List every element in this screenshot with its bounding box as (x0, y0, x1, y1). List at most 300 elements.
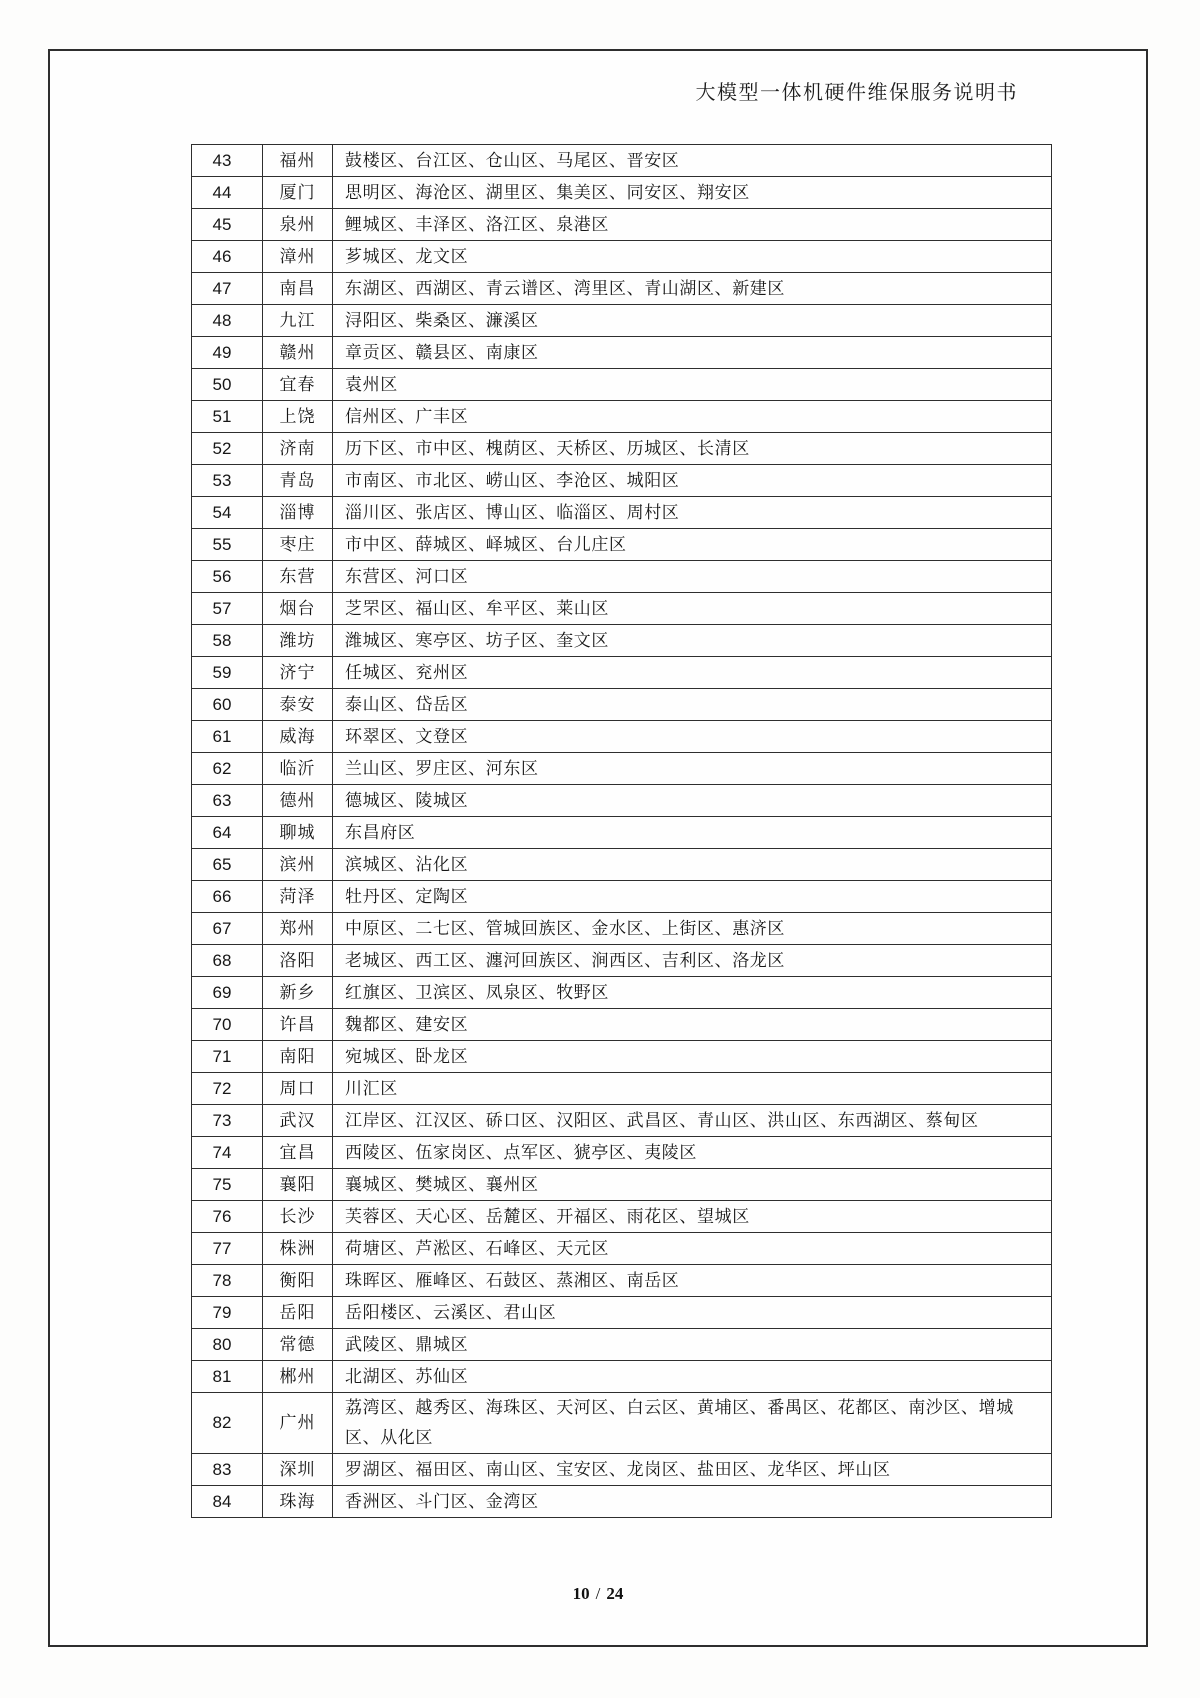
districts-cell-text: 信州区、广丰区 (345, 406, 469, 426)
city-cell (263, 401, 333, 432)
table-row (192, 721, 1051, 753)
city-cell (263, 369, 333, 400)
footer-total-pages: 24 (606, 1584, 624, 1603)
row-number-cell-text: 65 (212, 854, 232, 874)
row-number-cell (192, 1329, 263, 1360)
city-cell (263, 657, 333, 688)
row-number-cell (192, 1041, 263, 1072)
table-row (192, 753, 1051, 785)
city-cell-text: 广州 (279, 1413, 316, 1432)
row-number-cell (192, 625, 263, 656)
districts-cell (333, 369, 1051, 400)
city-cell (263, 433, 333, 464)
row-number-cell (192, 881, 263, 912)
districts-cell (333, 689, 1051, 720)
city-cell-text: 聊城 (279, 822, 316, 842)
districts-cell-text: 德城区、陵城区 (345, 790, 469, 810)
row-number-cell-text: 75 (212, 1174, 232, 1194)
city-cell (263, 721, 333, 752)
districts-cell (333, 465, 1051, 496)
city-cell-text: 上饶 (279, 406, 316, 426)
city-cell (263, 529, 333, 560)
row-number-cell (192, 209, 263, 240)
districts-cell-text: 淄川区、张店区、博山区、临淄区、周村区 (345, 502, 680, 522)
city-cell-text: 青岛 (279, 470, 316, 490)
city-cell-text: 临沂 (279, 758, 316, 778)
city-cell-text: 武汉 (279, 1110, 316, 1130)
city-cell-text: 深圳 (279, 1459, 316, 1479)
districts-cell-text: 香洲区、斗门区、金湾区 (345, 1491, 539, 1511)
city-cell (263, 177, 333, 208)
row-number-cell-text: 73 (212, 1110, 232, 1130)
city-cell (263, 753, 333, 784)
row-number-cell (192, 369, 263, 400)
districts-cell-text: 任城区、兖州区 (345, 662, 469, 682)
districts-cell (333, 881, 1051, 912)
table-row (192, 625, 1051, 657)
city-cell (263, 1486, 333, 1517)
table-row (192, 785, 1051, 817)
districts-cell (333, 1486, 1051, 1517)
row-number-cell (192, 497, 263, 528)
row-number-cell-text: 70 (212, 1014, 232, 1034)
city-cell-text: 岳阳 (279, 1302, 316, 1322)
districts-cell (333, 1105, 1051, 1136)
districts-cell-text: 市中区、薛城区、峄城区、台儿庄区 (345, 534, 627, 554)
row-number-cell-text: 66 (212, 886, 232, 906)
city-cell (263, 689, 333, 720)
row-number-cell (192, 1393, 263, 1453)
table-row (192, 273, 1051, 305)
table-row (192, 1393, 1051, 1454)
districts-cell-text: 红旗区、卫滨区、凤泉区、牧野区 (345, 982, 609, 1002)
districts-cell (333, 1361, 1051, 1392)
row-number-cell-text: 57 (212, 598, 232, 618)
row-number-cell-text: 55 (212, 534, 232, 554)
city-cell-text: 珠海 (279, 1491, 316, 1511)
districts-cell (333, 753, 1051, 784)
city-cell-text: 滨州 (279, 854, 316, 874)
districts-cell-text: 芝罘区、福山区、牟平区、莱山区 (345, 598, 609, 618)
districts-cell (333, 241, 1051, 272)
city-cell (263, 1009, 333, 1040)
districts-cell (333, 977, 1051, 1008)
table-row (192, 1233, 1051, 1265)
city-cell (263, 817, 333, 848)
row-number-cell-text: 48 (212, 310, 232, 330)
row-number-cell-text: 71 (212, 1046, 232, 1066)
districts-cell (333, 1454, 1051, 1485)
city-cell-text: 洛阳 (279, 950, 316, 970)
city-cell (263, 1361, 333, 1392)
city-cell (263, 561, 333, 592)
city-cell (263, 1297, 333, 1328)
districts-cell-text: 牡丹区、定陶区 (345, 886, 469, 906)
table-row (192, 1105, 1051, 1137)
row-number-cell (192, 1009, 263, 1040)
city-cell (263, 273, 333, 304)
districts-cell-text: 兰山区、罗庄区、河东区 (345, 758, 539, 778)
row-number-cell (192, 913, 263, 944)
row-number-cell-text: 49 (212, 342, 232, 362)
table-row (192, 1201, 1051, 1233)
city-cell-text: 株洲 (279, 1238, 316, 1258)
table-row (192, 497, 1051, 529)
row-number-cell (192, 817, 263, 848)
row-number-cell (192, 561, 263, 592)
city-cell-text: 淄博 (279, 502, 316, 522)
row-number-cell (192, 753, 263, 784)
districts-cell (333, 945, 1051, 976)
row-number-cell-text: 80 (212, 1334, 232, 1354)
city-cell-text: 宜昌 (279, 1142, 316, 1162)
city-cell-text: 赣州 (279, 342, 316, 362)
districts-cell (333, 337, 1051, 368)
districts-cell (333, 1137, 1051, 1168)
table-row (192, 1265, 1051, 1297)
city-cell-text: 枣庄 (279, 534, 316, 554)
row-number-cell-text: 53 (212, 470, 232, 490)
districts-cell-text: 川汇区 (345, 1078, 398, 1098)
city-cell-text: 新乡 (279, 982, 316, 1002)
city-cell-text: 德州 (279, 790, 316, 810)
districts-cell (333, 401, 1051, 432)
row-number-cell (192, 977, 263, 1008)
city-cell (263, 881, 333, 912)
table-row (192, 241, 1051, 273)
city-cell (263, 593, 333, 624)
districts-cell-text: 滨城区、沾化区 (345, 854, 469, 874)
row-number-cell-text: 51 (212, 406, 232, 426)
city-cell-text: 许昌 (279, 1014, 316, 1034)
districts-cell-text: 岳阳楼区、云溪区、君山区 (345, 1302, 557, 1322)
row-number-cell (192, 1454, 263, 1485)
city-cell-text: 菏泽 (279, 886, 316, 906)
districts-cell-text: 市南区、市北区、崂山区、李沧区、城阳区 (345, 470, 680, 490)
table-row (192, 177, 1051, 209)
city-cell-text: 常德 (279, 1334, 316, 1354)
row-number-cell (192, 945, 263, 976)
districts-cell (333, 1201, 1051, 1232)
districts-cell-text: 环翠区、文登区 (345, 726, 469, 746)
districts-cell-text: 章贡区、赣县区、南康区 (345, 342, 539, 362)
row-number-cell (192, 529, 263, 560)
row-number-cell-text: 83 (212, 1459, 232, 1479)
table-row (192, 145, 1051, 177)
districts-cell (333, 913, 1051, 944)
row-number-cell-text: 45 (212, 214, 232, 234)
city-cell (263, 785, 333, 816)
row-number-cell (192, 145, 263, 176)
table-row (192, 977, 1051, 1009)
city-cell-text: 襄阳 (279, 1174, 316, 1194)
document-header-title: 大模型一体机硬件维保服务说明书 (695, 82, 1018, 104)
table-row (192, 529, 1051, 561)
city-cell (263, 849, 333, 880)
city-cell (263, 497, 333, 528)
districts-cell (333, 1265, 1051, 1296)
city-cell-text: 周口 (279, 1078, 316, 1098)
table-row (192, 945, 1051, 977)
city-cell-text: 南昌 (279, 278, 316, 298)
city-cell-text: 长沙 (279, 1206, 316, 1226)
row-number-cell (192, 1233, 263, 1264)
table-row (192, 657, 1051, 689)
footer-current-page: 10 (572, 1584, 590, 1603)
districts-cell (333, 1009, 1051, 1040)
city-cell-text: 漳州 (279, 246, 316, 266)
row-number-cell (192, 689, 263, 720)
row-number-cell-text: 69 (212, 982, 232, 1002)
row-number-cell (192, 465, 263, 496)
row-number-cell (192, 305, 263, 336)
districts-cell-text: 鲤城区、丰泽区、洛江区、泉港区 (345, 214, 609, 234)
districts-cell-text: 袁州区 (345, 374, 398, 394)
districts-cell (333, 305, 1051, 336)
row-number-cell-text: 47 (212, 278, 232, 298)
districts-cell-text: 魏都区、建安区 (345, 1014, 469, 1034)
table-row (192, 369, 1051, 401)
table-row (192, 561, 1051, 593)
row-number-cell-text: 54 (212, 502, 232, 522)
row-number-cell (192, 401, 263, 432)
row-number-cell-text: 58 (212, 630, 232, 650)
city-cell-text: 郴州 (279, 1366, 316, 1386)
city-cell-text: 厦门 (279, 182, 316, 202)
city-cell-text: 东营 (279, 566, 316, 586)
districts-cell-text: 襄城区、樊城区、襄州区 (345, 1174, 539, 1194)
city-cell (263, 1201, 333, 1232)
districts-cell-text: 珠晖区、雁峰区、石鼓区、蒸湘区、南岳区 (345, 1270, 680, 1290)
districts-cell (333, 1169, 1051, 1200)
row-number-cell-text: 67 (212, 918, 232, 938)
districts-cell-text: 思明区、海沧区、湖里区、集美区、同安区、翔安区 (345, 182, 750, 202)
table-row (192, 1297, 1051, 1329)
city-cell-text: 潍坊 (279, 630, 316, 650)
city-cell-text: 济南 (279, 438, 316, 458)
footer-page-separator: / (595, 1584, 601, 1603)
table-row (192, 881, 1051, 913)
districts-cell (333, 209, 1051, 240)
row-number-cell-text: 72 (212, 1078, 232, 1098)
districts-cell-text: 浔阳区、柴桑区、濂溪区 (345, 310, 539, 330)
city-cell (263, 1329, 333, 1360)
table-row (192, 305, 1051, 337)
row-number-cell-text: 50 (212, 374, 232, 394)
city-cell (263, 145, 333, 176)
districts-cell (333, 145, 1051, 176)
row-number-cell-text: 82 (212, 1413, 232, 1432)
districts-cell (333, 817, 1051, 848)
row-number-cell (192, 337, 263, 368)
table-row (192, 1329, 1051, 1361)
page-footer (48, 1584, 1148, 1604)
row-number-cell-text: 84 (212, 1491, 232, 1511)
row-number-cell-text: 81 (212, 1366, 232, 1386)
districts-cell (333, 593, 1051, 624)
row-number-cell (192, 1105, 263, 1136)
row-number-cell (192, 1201, 263, 1232)
city-cell-text: 宜春 (279, 374, 316, 394)
row-number-cell (192, 1265, 263, 1296)
districts-cell-text: 泰山区、岱岳区 (345, 694, 469, 714)
row-number-cell (192, 1297, 263, 1328)
city-cell (263, 913, 333, 944)
row-number-cell-text: 76 (212, 1206, 232, 1226)
city-cell-text: 衡阳 (279, 1270, 316, 1290)
districts-cell (333, 785, 1051, 816)
city-districts-table (191, 144, 1052, 1518)
districts-cell (333, 625, 1051, 656)
city-cell (263, 209, 333, 240)
city-cell (263, 1041, 333, 1072)
city-cell (263, 1105, 333, 1136)
row-number-cell (192, 593, 263, 624)
city-cell-text: 南阳 (279, 1046, 316, 1066)
table-row (192, 1041, 1051, 1073)
city-cell (263, 1073, 333, 1104)
row-number-cell-text: 46 (212, 246, 232, 266)
city-cell (263, 1393, 333, 1453)
city-cell (263, 1169, 333, 1200)
districts-cell-text: 东营区、河口区 (345, 566, 469, 586)
districts-cell-text: 老城区、西工区、瀍河回族区、涧西区、吉利区、洛龙区 (345, 950, 785, 970)
table-row (192, 1454, 1051, 1486)
districts-cell-text: 潍城区、寒亭区、坊子区、奎文区 (345, 630, 609, 650)
districts-cell (333, 721, 1051, 752)
table-row (192, 689, 1051, 721)
row-number-cell (192, 785, 263, 816)
table-row (192, 1361, 1051, 1393)
city-cell (263, 1265, 333, 1296)
districts-cell (333, 1297, 1051, 1328)
districts-cell-text: 西陵区、伍家岗区、点军区、猇亭区、夷陵区 (345, 1142, 697, 1162)
row-number-cell (192, 241, 263, 272)
districts-cell-text: 罗湖区、福田区、南山区、宝安区、龙岗区、盐田区、龙华区、坪山区 (345, 1459, 891, 1479)
districts-cell-text: 武陵区、鼎城区 (345, 1334, 469, 1354)
table-row (192, 913, 1051, 945)
city-cell (263, 625, 333, 656)
districts-cell-text: 江岸区、江汉区、硚口区、汉阳区、武昌区、青山区、洪山区、东西湖区、蔡甸区 (345, 1110, 979, 1130)
city-cell-text: 济宁 (279, 662, 316, 682)
row-number-cell-text: 52 (212, 438, 232, 458)
row-number-cell-text: 44 (212, 182, 232, 202)
row-number-cell (192, 433, 263, 464)
table-row (192, 209, 1051, 241)
city-cell-text: 威海 (279, 726, 316, 746)
row-number-cell-text: 79 (212, 1302, 232, 1322)
districts-cell (333, 273, 1051, 304)
table-row (192, 1137, 1051, 1169)
row-number-cell-text: 74 (212, 1142, 232, 1162)
districts-cell (333, 1393, 1051, 1453)
city-cell-text: 九江 (279, 310, 316, 330)
districts-cell-text: 芗城区、龙文区 (345, 246, 469, 266)
city-cell (263, 1137, 333, 1168)
table-row (192, 849, 1051, 881)
table-row (192, 817, 1051, 849)
city-cell-text: 烟台 (279, 598, 316, 618)
row-number-cell (192, 721, 263, 752)
districts-cell-text: 鼓楼区、台江区、仓山区、马尾区、晋安区 (345, 150, 680, 170)
row-number-cell (192, 849, 263, 880)
row-number-cell-text: 62 (212, 758, 232, 778)
row-number-cell (192, 1073, 263, 1104)
row-number-cell (192, 273, 263, 304)
districts-cell (333, 177, 1051, 208)
row-number-cell-text: 61 (212, 726, 232, 746)
city-cell-text: 泉州 (279, 214, 316, 234)
row-number-cell (192, 657, 263, 688)
city-cell (263, 1454, 333, 1485)
city-cell (263, 241, 333, 272)
districts-cell-text: 芙蓉区、天心区、岳麓区、开福区、雨花区、望城区 (345, 1206, 750, 1226)
districts-cell (333, 1073, 1051, 1104)
districts-cell-text: 荔湾区、越秀区、海珠区、天河区、白云区、黄埔区、番禺区、花都区、南沙区、增城区、从化区 (345, 1398, 1014, 1447)
districts-cell (333, 1233, 1051, 1264)
districts-cell (333, 657, 1051, 688)
districts-cell (333, 529, 1051, 560)
row-number-cell (192, 1137, 263, 1168)
table-row (192, 401, 1051, 433)
districts-cell-text: 北湖区、苏仙区 (345, 1366, 469, 1386)
row-number-cell-text: 77 (212, 1238, 232, 1258)
city-cell (263, 465, 333, 496)
districts-cell-text: 东湖区、西湖区、青云谱区、湾里区、青山湖区、新建区 (345, 278, 785, 298)
row-number-cell-text: 78 (212, 1270, 232, 1290)
districts-cell-text: 东昌府区 (345, 822, 416, 842)
city-cell (263, 305, 333, 336)
city-cell-text: 郑州 (279, 918, 316, 938)
districts-cell (333, 1329, 1051, 1360)
table-row (192, 337, 1051, 369)
districts-cell-text: 荷塘区、芦淞区、石峰区、天元区 (345, 1238, 609, 1258)
table-row (192, 465, 1051, 497)
districts-cell (333, 1041, 1051, 1072)
city-cell-text: 泰安 (279, 694, 316, 714)
districts-cell-text: 中原区、二七区、管城回族区、金水区、上街区、惠济区 (345, 918, 785, 938)
row-number-cell (192, 1486, 263, 1517)
table-row (192, 433, 1051, 465)
row-number-cell (192, 177, 263, 208)
districts-cell-text: 宛城区、卧龙区 (345, 1046, 469, 1066)
city-cell (263, 945, 333, 976)
districts-cell (333, 849, 1051, 880)
row-number-cell-text: 59 (212, 662, 232, 682)
table-row (192, 593, 1051, 625)
row-number-cell (192, 1169, 263, 1200)
row-number-cell-text: 68 (212, 950, 232, 970)
city-cell (263, 977, 333, 1008)
row-number-cell-text: 43 (212, 150, 232, 170)
row-number-cell (192, 1361, 263, 1392)
districts-cell (333, 497, 1051, 528)
row-number-cell-text: 63 (212, 790, 232, 810)
row-number-cell-text: 60 (212, 694, 232, 714)
table-row (192, 1169, 1051, 1201)
city-cell (263, 1233, 333, 1264)
city-cell-text: 福州 (279, 150, 316, 170)
table-row (192, 1486, 1051, 1518)
districts-cell (333, 561, 1051, 592)
row-number-cell-text: 64 (212, 822, 232, 842)
row-number-cell-text: 56 (212, 566, 232, 586)
districts-cell-text: 历下区、市中区、槐荫区、天桥区、历城区、长清区 (345, 438, 750, 458)
districts-cell (333, 433, 1051, 464)
table-row (192, 1073, 1051, 1105)
table-row (192, 1009, 1051, 1041)
city-cell (263, 337, 333, 368)
